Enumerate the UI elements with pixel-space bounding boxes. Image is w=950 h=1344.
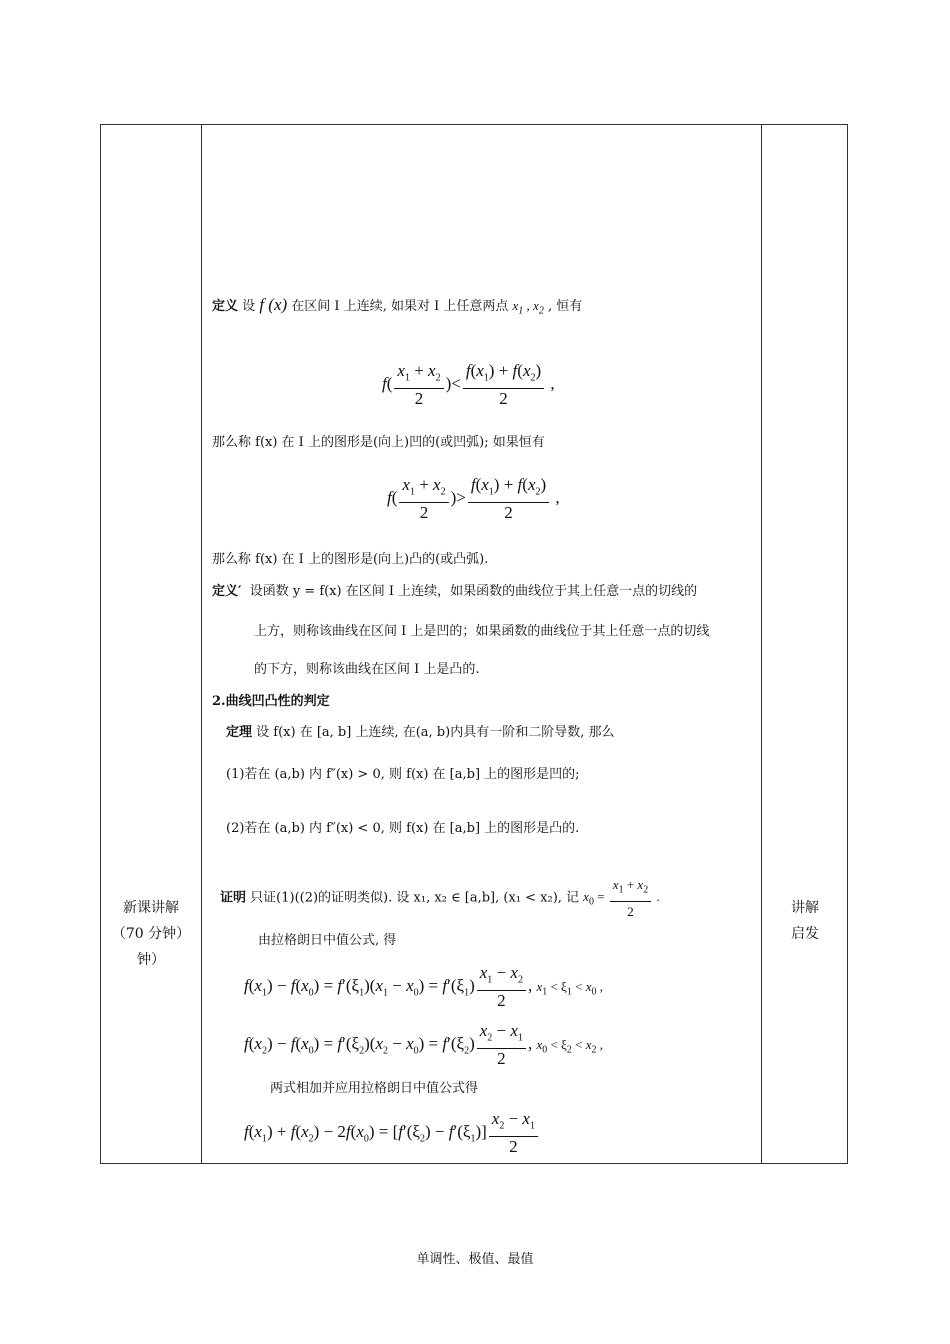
definition-1-line bbox=[212, 295, 582, 317]
definition-2-heading: 定义′ bbox=[212, 584, 242, 599]
section-2-title: 2.曲线凹凸性的判定 bbox=[212, 694, 330, 709]
theorem-text: 设 f(x) 在 [a, b] 上连续, 在(a, b)内具有一阶和二阶导数, 那么 bbox=[256, 725, 615, 740]
theorem-condition-2: (2)若在 (a,b) 内 f″(x) < 0, 则 f(x) 在 [a,b] 上的图形是凸的. bbox=[226, 821, 580, 836]
formula-fx: f (x) bbox=[259, 295, 288, 314]
page-footer: 单调性、极值、最值 bbox=[416, 1252, 534, 1267]
proof-line bbox=[220, 875, 660, 922]
inequality-convex: f( $\frac{x_1 + x_2}{2}$ )> $\frac{f(x_1) + f(x_2)}{2}$ , bbox=[387, 475, 560, 523]
equation-2: $f(x_2) - f(x_0) = f'(\xi_2)(x_2 - x_0) = f'(\xi_2)$ $\frac{x_2 - x_1}{2}$ , $x_0 < \xi_2 < x_2$ , bbox=[244, 1021, 603, 1069]
proof-text: 只证(1)((2)的证明类似). 设 x₁, x₂ ∈ [a,b], (x₁ < x₂), 记 bbox=[250, 890, 580, 906]
definition-1-text-a: 设 bbox=[242, 299, 256, 314]
proof-heading: 证明 bbox=[220, 890, 247, 906]
lesson-table bbox=[100, 124, 848, 1164]
section-label-line: 钟） bbox=[137, 952, 165, 968]
concave-text: 那么称 f(x) 在 I 上的图形是(向上)凹的(或凹弧); 如果恒有 bbox=[212, 435, 545, 450]
definition-2-line-1 bbox=[212, 580, 697, 599]
definition-1-heading: 定义 bbox=[212, 299, 239, 314]
method-label-line: 启发 bbox=[791, 926, 819, 942]
convex-text: 那么称 f(x) 在 I 上的图形是(向上)凸的(或凸弧). bbox=[212, 552, 489, 567]
section-label-line: 新课讲解 bbox=[123, 900, 179, 916]
method-label-cell bbox=[762, 895, 848, 947]
section-label-line: （70 分钟） bbox=[111, 926, 191, 942]
add-text: 两式相加并应用拉格朗日中值公式得 bbox=[270, 1081, 479, 1096]
theorem-heading: 定理 bbox=[226, 725, 253, 740]
theorem-line bbox=[226, 721, 614, 740]
formula-x0: $x_0$ = $\frac{x_1 + x_2}{2}$ . bbox=[583, 877, 660, 919]
section-label-cell bbox=[101, 895, 201, 973]
definition-1-text-b: 在区间 I 上连续, 如果对 I 上任意两点 bbox=[291, 299, 509, 314]
lagrange-text: 由拉格朗日中值公式, 得 bbox=[258, 933, 397, 948]
content-cell bbox=[202, 125, 762, 1163]
equation-1: $f(x_1) - f(x_0) = f'(\xi_1)(x_1 - x_0) = f'(\xi_1)$ $\frac{x_1 - x_2}{2}$ , $x_1 < \xi_1 < x_0$ , bbox=[244, 963, 603, 1011]
definition-2-line-3: 的下方，则称该曲线在区间 I 上是凸的. bbox=[254, 662, 480, 677]
definition-2-line-2: 上方，则称该曲线在区间 I 上是凹的；如果函数的曲线位于其上任意一点的切线 bbox=[254, 624, 710, 639]
method-label-line: 讲解 bbox=[791, 900, 819, 916]
inequality-concave: f( $\frac{x_1 + x_2}{2}$ )< $\frac{f(x_1) + f(x_2)}{2}$ , bbox=[382, 361, 555, 409]
definition-1-text-c: , 恒有 bbox=[547, 299, 583, 314]
equation-3: $f(x_1) + f(x_2) - 2f(x_0) = [f'(\xi_2) - f'(\xi_1)]$ $\frac{x_2 - x_1}{2}$ bbox=[244, 1109, 540, 1157]
theorem-condition-1: (1)若在 (a,b) 内 f″(x) > 0, 则 f(x) 在 [a,b] 上的图形是凹的; bbox=[226, 767, 580, 782]
definition-2-text: 设函数 y = f(x) 在区间 I 上连续，如果函数的曲线位于其上任意一点的切线的 bbox=[249, 584, 698, 599]
formula-points: $x_1$ , $x_2$ bbox=[512, 298, 544, 317]
